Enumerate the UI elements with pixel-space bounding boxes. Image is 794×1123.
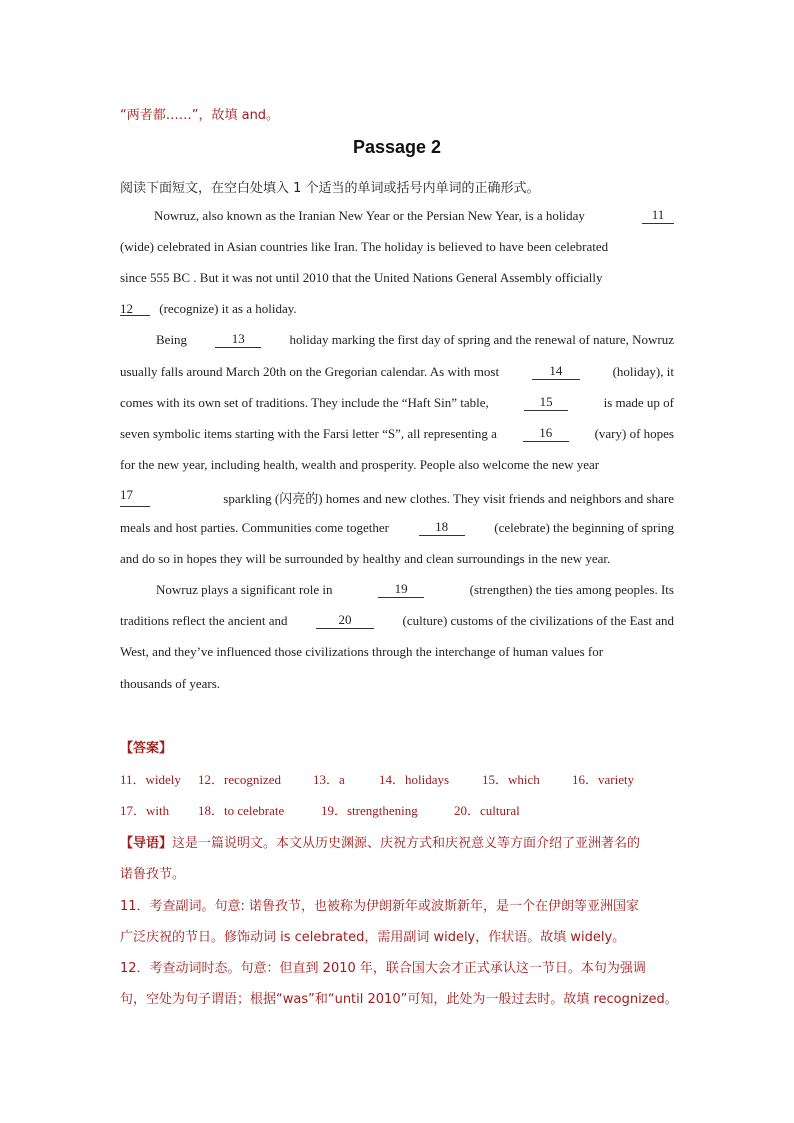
text: thousands of years. (120, 676, 221, 691)
answer-heading: 【答案】 (120, 741, 173, 756)
answer-19: 19．strengthening (321, 803, 418, 818)
text: Nowruz plays a significant role in (156, 582, 333, 597)
text: (vary) of hopes (594, 426, 674, 441)
blank-20: 20 (316, 613, 374, 629)
guide-text: 这是一篇说明文。本文从历史渊源、庆祝方式和庆祝意义等方面介绍了亚洲著名的 (172, 836, 641, 851)
intro-tail: “两者都……”，故填 and。 (120, 108, 280, 123)
guide-line: 诺鲁孜节。 (120, 867, 186, 882)
blank-16: 16 (523, 426, 569, 442)
answer-11: 11．widely (120, 772, 181, 787)
answer-16: 16．variety (572, 772, 635, 787)
guide-label: 【导语】 (120, 836, 173, 851)
passage-line (120, 395, 674, 411)
text: (culture) customs of the civilizations of the East and (402, 613, 674, 628)
explain-11-line2: 广泛庆祝的节日。修饰动词 is celebrated，需用副词 widely，作状语。故填 widely。 (120, 930, 626, 945)
text: comes with its own set of traditions. They include the “Haft Sin” table, (120, 395, 489, 410)
passage-title: Passage 2 (352, 137, 442, 157)
passage-line (120, 208, 674, 224)
text: holiday marking the first day of spring and the renewal of nature, Nowruz (289, 332, 674, 347)
answer-17: 17．with (120, 803, 170, 818)
passage-line (120, 364, 674, 380)
text: seven symbolic items starting with the Farsi letter “S”, all representing a (120, 426, 497, 441)
passage-line (120, 270, 674, 286)
text: (holiday), it (612, 364, 674, 379)
explain-12-line1: 12．考查动词时态。句意：但直到 2010 年，联合国大会才正式承认这一节日。本句为强调 (120, 961, 646, 976)
blank-18: 18 (419, 520, 465, 536)
passage-line (120, 613, 674, 629)
answer-20: 20．cultural (454, 803, 520, 818)
blank-13: 13 (215, 332, 261, 348)
passage-line (120, 551, 674, 567)
passage-line (120, 332, 674, 348)
explain-12-line2: 句，空处为句子谓语；根据“was”和“until 2010”可知，此处为一般过去时。故填 recognized。 (120, 992, 678, 1007)
answer-14: 14．holidays (379, 772, 450, 787)
text: (wide) celebrated in Asian countries like Iran. The holiday is believed to have been celebrated (120, 239, 609, 254)
text: sparkling (闪亮的) homes and new clothes. They visit friends and neighbors and share (223, 491, 674, 506)
passage-line (120, 582, 674, 598)
text: is made up of (603, 395, 674, 410)
instruction: 阅读下面短文，在空白处填入 1 个适当的单词或括号内单词的正确形式。 (120, 181, 540, 196)
blank-19: 19 (378, 582, 424, 598)
text: (strengthen) the ties among peoples. Its (469, 582, 674, 597)
passage-line (120, 239, 674, 255)
passage-line (120, 676, 220, 692)
passage-line (120, 488, 674, 507)
passage-line (120, 301, 297, 317)
answer-15: 15．which (482, 772, 540, 787)
blank-12: 12 (120, 302, 150, 316)
answer-18: 18．to celebrate (198, 803, 285, 818)
text: traditions reflect the ancient and (120, 613, 288, 628)
text: for the new year, including health, wealth and prosperity. People also welcome the new year (120, 457, 600, 472)
answer-13: 13．a (313, 772, 345, 787)
text: (celebrate) the beginning of spring (494, 520, 674, 535)
blank-14: 14 (532, 364, 580, 380)
text: since 555 BC . But it was not until 2010 that the United Nations General Assembly officially (120, 270, 603, 285)
text: usually falls around March 20th on the Gregorian calendar. As with most (120, 364, 500, 379)
text: meals and host parties. Communities come together (120, 520, 389, 535)
passage-line (120, 644, 674, 660)
passage-line (120, 457, 674, 473)
text: (recognize) it as a holiday. (159, 301, 297, 316)
text: Nowruz, also known as the Iranian New Year or the Persian New Year, is a holiday (154, 208, 585, 223)
text: Being (156, 332, 188, 347)
text: and do so in hopes they will be surrounded by healthy and clean surroundings in the new year. (120, 551, 611, 566)
passage-line (120, 520, 674, 536)
passage-line (120, 426, 674, 442)
blank-17: 17 (120, 488, 150, 507)
answer-12: 12．recognized (198, 772, 282, 787)
blank-15: 15 (524, 395, 568, 411)
explain-11-line1: 11．考查副词。句意: 诺鲁孜节，也被称为伊朗新年或波斯新年，是一个在伊朗等亚洲国家 (120, 899, 640, 914)
guide-line (120, 832, 640, 851)
text: West, and they’ve influenced those civilizations through the interchange of human values for (120, 644, 604, 659)
blank-11: 11 (642, 208, 674, 224)
